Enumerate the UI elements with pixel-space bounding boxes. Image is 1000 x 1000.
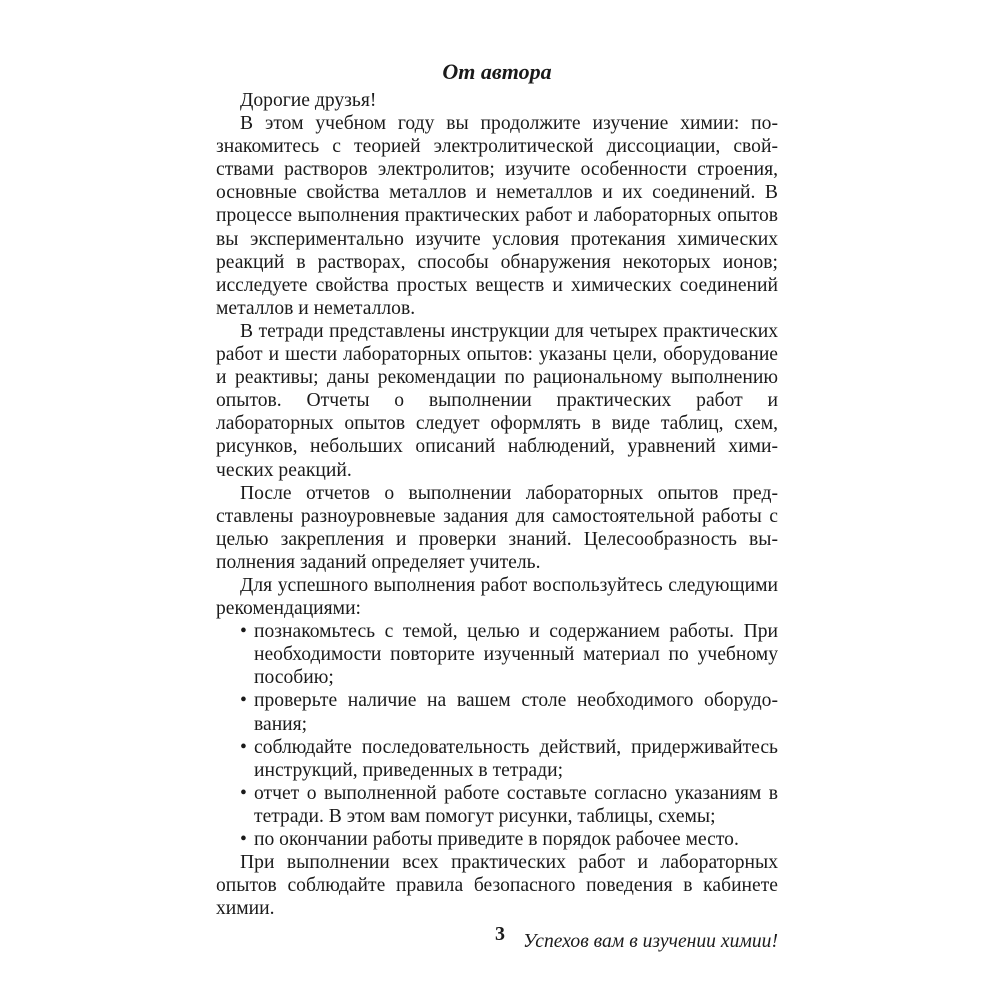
list-item-text: по окончании работы приведите в порядок рабочее место.: [254, 829, 739, 850]
bullet-icon: •: [240, 782, 247, 804]
paragraph-tasks: После отчетов о выполнении лабораторных опытов представлены разноуровневые задания для самостоятельной работы с целью закрепления и проверки знаний. Целесообразность выполнения заданий определяет учитель.: [216, 482, 778, 573]
list-item: [240, 736, 778, 782]
list-item-text: отчет о выполненной работе составьте согласно указаниям в тетради. В этом вам помогут рисунки, таблицы, схемы;: [254, 782, 778, 827]
list-item-text: соблюдайте последовательность действий, придерживайтесь инструкций, приведенных в тетради;: [254, 736, 778, 781]
list-item-text: проверьте наличие на вашем столе необходимого оборудования;: [254, 690, 778, 735]
page-title: От автора: [442, 59, 552, 84]
paragraph-safety: При выполнении всех практических работ и лабораторных опытов соблюдайте правила безопасного поведения в кабинете химии.: [216, 852, 778, 920]
page-number: 3: [495, 923, 505, 945]
paragraph-recommendations-intro: Для успешного выполнения работ воспользуйтесь следующими рекомендациями:: [216, 574, 778, 620]
page-body: [216, 58, 778, 953]
recommendations-list: [216, 620, 778, 851]
bullet-icon: •: [240, 736, 247, 758]
list-item-text: познакомьтесь с темой, целью и содержанием работы. При необходимости повторите изученный материал по учебному пособию;: [254, 621, 778, 689]
bullet-icon: •: [240, 621, 247, 643]
list-item: [240, 689, 778, 735]
paragraph-intro: В этом учебном году вы продолжите изучение химии: познакомитесь с теорией электролитической диссоциации, свойствами растворов электролитов; изучите особенности строения, основные свойства металлов и неметаллов и их соединений. В процессе выполнения практических работ и лабораторных опытов вы экспериментально изучите условия протекания химических реакций в растворах, способы обнаружения некоторых ионов; исследуете свойства простых веществ и химических соединений металлов и неметаллов.: [216, 113, 778, 319]
paragraph-notebook: В тетради представлены инструкции для четырех практических работ и шести лабораторных опытов: указаны цели, оборудование и реактивы; даны рекомендации по рациональному выполнению опытов. Отчеты о выполнении практических работ и лабораторных опытов следует оформлять в виде таблиц, схем, рисунков, небольших описаний наблюдений, уравнений химических реакций.: [216, 320, 778, 481]
list-item: [240, 828, 778, 851]
bullet-icon: •: [240, 829, 247, 850]
bullet-icon: •: [240, 690, 247, 712]
list-item: [240, 782, 778, 828]
list-item: [240, 620, 778, 689]
closing-wish: Успехов вам в изучении химии!: [523, 931, 778, 953]
greeting: Дорогие друзья!: [240, 90, 377, 111]
